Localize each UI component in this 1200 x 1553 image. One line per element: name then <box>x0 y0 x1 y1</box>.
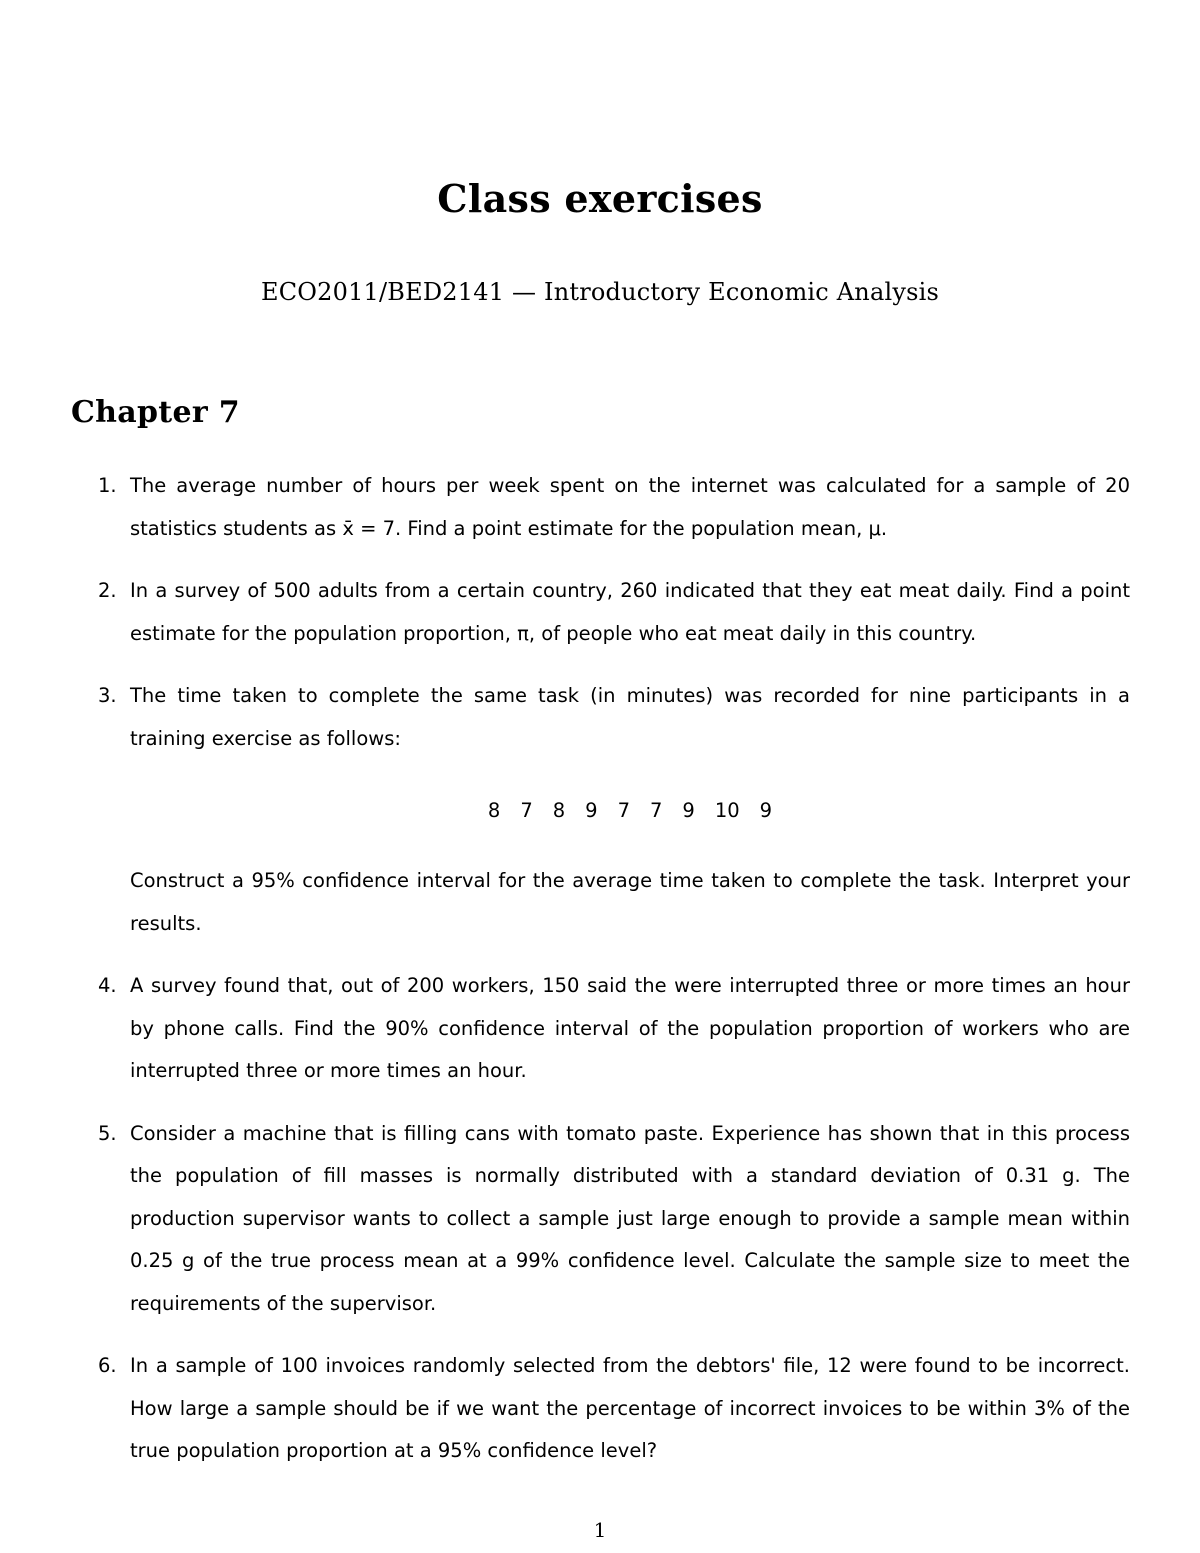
exercise-3 <box>98 675 1130 945</box>
exercise-number: 4. <box>98 974 117 997</box>
exercise-number: 6. <box>98 1354 117 1377</box>
data-value: 9 <box>759 799 773 822</box>
data-value: 8 <box>552 799 566 822</box>
data-value: 8 <box>487 799 501 822</box>
exercise-6 <box>98 1345 1130 1473</box>
exercise-1 <box>98 465 1130 550</box>
exercise-2 <box>98 570 1130 655</box>
exercise-text: The average number of hours per week spent on the internet was calculated for a sample of 20 statistics students as x̄ = 7. Find a point estimate for the population mean, μ. <box>130 474 1130 540</box>
exercise-text: Consider a machine that is filling cans with tomato paste. Experience has shown that in this process the population of fill masses is normally distributed with a standard deviation of 0.31 g. The production supervisor wants to collect a sample just large enough to provide a sample mean within 0.25 g of the true process mean at a 99% confidence level. Calculate the sample size to meet the requirements of the supervisor. <box>130 1121 1130 1315</box>
exercise-number: 1. <box>98 474 117 497</box>
data-value: 9 <box>682 799 695 822</box>
data-value: 10 <box>714 799 740 822</box>
page-number: 1 <box>593 1518 607 1542</box>
exercise-5 <box>98 1113 1130 1326</box>
data-value: 7 <box>617 799 630 822</box>
exercise-list <box>98 465 1130 1493</box>
document-title: Class exercises <box>437 176 763 221</box>
exercise-number: 2. <box>98 579 117 602</box>
data-value: 7 <box>520 799 533 822</box>
exercise-number: 5. <box>98 1121 117 1145</box>
exercise-text: A survey found that, out of 200 workers, 150 said the were interrupted three or more times an hour by phone calls. Find the 90% confidence interval of the population proportion of workers who are interrupted three or more times an hour. <box>130 974 1130 1082</box>
exercise-text-continued: Construct a 95% confidence interval for the average time taken to complete the task. Interpret your results. <box>130 869 1130 935</box>
exercise-text: The time taken to complete the same task (in minutes) was recorded for nine participants in a training exercise as follows: <box>130 684 1130 750</box>
exercise-4 <box>98 965 1130 1093</box>
data-value: 7 <box>650 799 663 822</box>
exercise-text: In a sample of 100 invoices randomly selected from the debtors' file, 12 were found to be incorrect. How large a sample should be if we want the percentage of incorrect invoices to be within 3% of the true population proportion at a 95% confidence level? <box>130 1354 1130 1462</box>
exercise-number: 3. <box>98 684 117 707</box>
exercise-text: In a survey of 500 adults from a certain country, 260 indicated that they eat meat daily. Find a point estimate for the population proportion, π, of people who eat meat daily in this country. <box>130 579 1130 645</box>
chapter-heading: Chapter 7 <box>71 395 240 430</box>
data-values-row <box>130 790 1130 832</box>
data-value: 9 <box>585 799 598 822</box>
document-subtitle: ECO2011/BED2141 — Introductory Economic Analysis <box>260 278 940 306</box>
